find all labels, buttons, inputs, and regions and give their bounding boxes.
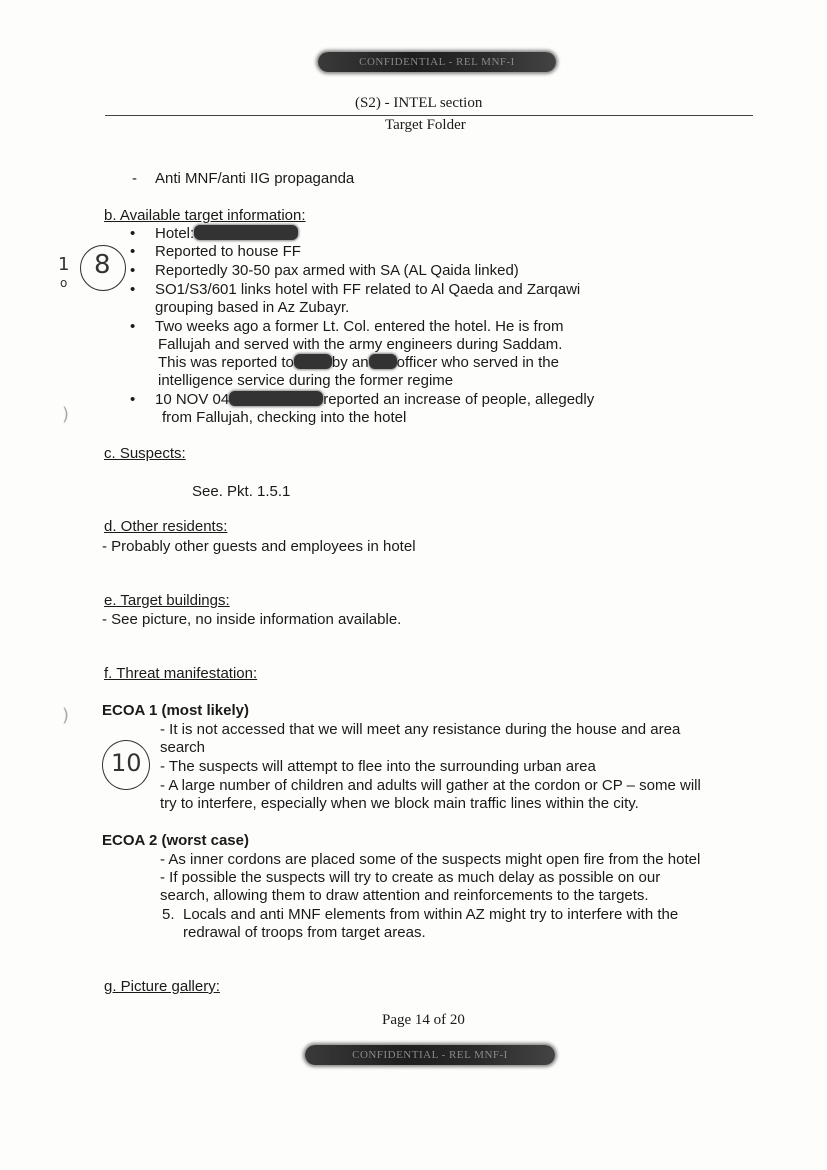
target-info-line: from Fallujah, checking into the hotel (162, 409, 407, 426)
ecoa1-line: - A large number of children and adults will gather at the cordon or CP – some will (160, 777, 701, 794)
intro-dash: - (132, 170, 137, 187)
ecoa2-line: redrawal of troops from target areas. (183, 924, 426, 941)
target-info-line: grouping based in Az Zubayr. (155, 299, 350, 316)
redaction (369, 354, 397, 369)
target-info-line: Reportedly 30-50 pax armed with SA (AL Qaida linked) (155, 262, 519, 279)
margin-mark: 1 (58, 254, 70, 275)
hotel-label: Hotel: (155, 225, 195, 242)
text-fragment: This was reported to (158, 354, 294, 371)
section-title: (S2) - INTEL section (355, 95, 483, 111)
ecoa2-title: ECOA 2 (worst case) (102, 832, 249, 849)
bullet: • (130, 281, 136, 298)
section-b-heading: b. Available target information: (104, 207, 306, 224)
section-d-heading: d. Other residents: (104, 518, 228, 535)
margin-mark: o (60, 276, 68, 290)
target-info-line: SO1/S3/601 links hotel with FF related to Al Qaeda and Zarqawi (155, 281, 581, 298)
confidential-stamp-top: CONFIDENTIAL - REL MNF-I (318, 52, 556, 72)
ecoa2-line: Locals and anti MNF elements from within AZ might try to interfere with the (183, 906, 679, 923)
ecoa2-number: 5. (162, 906, 175, 923)
section-f-heading: f. Threat manifestation: (104, 665, 258, 682)
hole-mark: ) (62, 404, 70, 425)
text-fragment: by an (331, 354, 369, 371)
text-fragment: reported an increase of people, allegedly (323, 391, 595, 408)
folder-title: Target Folder (385, 117, 466, 133)
target-info-line: intelligence service during the former regime (158, 372, 454, 389)
ecoa2-line: search, allowing them to draw attention and reinforcements to the targets. (160, 887, 649, 904)
hole-mark: ) (62, 705, 70, 726)
ecoa2-line: - If possible the suspects will try to create as much delay as possible on our (160, 869, 661, 886)
bullet: • (130, 225, 136, 242)
ecoa1-title: ECOA 1 (most likely) (102, 702, 249, 719)
suspects-text: See. Pkt. 1.5.1 (192, 483, 291, 500)
confidential-stamp-bottom: CONFIDENTIAL - REL MNF-I (305, 1045, 555, 1065)
bullet: • (130, 391, 136, 408)
buildings-text: - See picture, no inside information available. (102, 611, 402, 628)
target-info-line: Reported to house FF (155, 243, 301, 260)
section-g-heading: g. Picture gallery: (104, 978, 220, 995)
annotation-number-10: 10 (111, 749, 142, 777)
text-fragment: 10 NOV 04 (155, 391, 230, 408)
target-info-line: Fallujah and served with the army engineers during Saddam. (158, 336, 563, 353)
ecoa1-line: try to interfere, especially when we block main traffic lines within the city. (160, 795, 639, 812)
target-info-line (158, 354, 559, 372)
bullet: • (130, 243, 136, 260)
text-fragment: officer who served in the (396, 354, 559, 371)
page-number: Page 14 of 20 (382, 1012, 465, 1028)
section-e-heading: e. Target buildings: (104, 592, 230, 609)
residents-text: - Probably other guests and employees in hotel (102, 538, 416, 555)
target-info-line (155, 391, 594, 409)
annotation-number-8: 8 (94, 250, 111, 280)
ecoa1-line: search (160, 739, 206, 756)
redaction (294, 354, 332, 369)
redaction (194, 225, 298, 240)
hotel-line (155, 225, 298, 243)
section-c-heading: c. Suspects: (104, 445, 186, 462)
redaction (229, 391, 323, 406)
ecoa1-line: - The suspects will attempt to flee into the surrounding urban area (160, 758, 596, 775)
ecoa1-line: - It is not accessed that we will meet any resistance during the house and area (160, 721, 681, 738)
target-info-line: Two weeks ago a former Lt. Col. entered the hotel. He is from (155, 318, 564, 335)
intro-item: Anti MNF/anti IIG propaganda (155, 170, 355, 187)
ecoa2-line: - As inner cordons are placed some of the suspects might open fire from the hotel (160, 851, 701, 868)
bullet: • (130, 262, 136, 279)
bullet: • (130, 318, 136, 335)
